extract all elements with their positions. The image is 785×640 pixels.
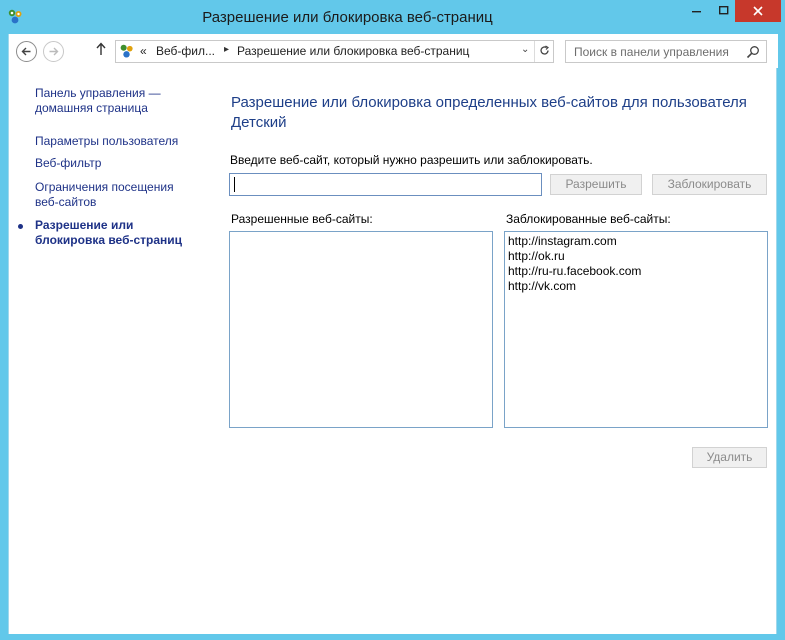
- website-input[interactable]: [229, 173, 542, 196]
- sidebar-item-web-filter[interactable]: Веб-фильтр: [35, 156, 102, 170]
- control-panel-content: [8, 34, 777, 634]
- maximize-button[interactable]: [710, 0, 738, 22]
- search-box[interactable]: [565, 40, 767, 63]
- maximize-icon: [719, 6, 729, 16]
- arrow-right-icon: [48, 46, 59, 57]
- sidebar-item-user-settings[interactable]: Параметры пользователя: [35, 134, 179, 148]
- back-button[interactable]: [16, 41, 37, 62]
- window-title: Разрешение или блокировка веб-страниц: [202, 9, 493, 26]
- arrow-left-icon: [21, 46, 32, 57]
- navigation-bar: [9, 34, 778, 68]
- text-caret: [234, 177, 235, 192]
- allowed-sites-list[interactable]: [229, 231, 493, 428]
- allowed-sites-label: Разрешенные веб-сайты:: [231, 212, 373, 226]
- refresh-button[interactable]: [534, 41, 554, 62]
- allow-button[interactable]: Разрешить: [550, 174, 642, 195]
- family-safety-icon: [118, 43, 135, 60]
- list-item[interactable]: http://vk.com: [508, 279, 577, 293]
- sidebar-item-site-restrictions[interactable]: Ограничения посещения веб-сайтов: [35, 180, 174, 209]
- page-title: Разрешение или блокировка определенных веб-сайтов для пользователя Детский: [231, 94, 747, 131]
- blocked-sites-label: Заблокированные веб-сайты:: [506, 212, 671, 226]
- search-placeholder: Поиск в панели управления: [574, 45, 729, 59]
- search-icon[interactable]: [746, 45, 760, 59]
- minimize-button[interactable]: [683, 0, 711, 22]
- list-item[interactable]: http://ok.ru: [508, 249, 565, 263]
- minimize-icon: [692, 6, 702, 16]
- sidebar-item-home[interactable]: Панель управления — домашняя страница: [35, 86, 161, 115]
- up-button[interactable]: [93, 42, 109, 60]
- list-item[interactable]: http://instagram.com: [508, 234, 617, 248]
- breadcrumb-current[interactable]: Разрешение или блокировка веб-страниц: [237, 44, 470, 58]
- title-bar[interactable]: [0, 0, 785, 34]
- breadcrumb-web-filter[interactable]: Веб-фил...: [156, 44, 215, 58]
- address-bar[interactable]: [115, 40, 554, 63]
- forward-button[interactable]: [43, 41, 64, 62]
- close-button[interactable]: [735, 0, 781, 22]
- sidebar-item-allow-block: Разрешение или блокировка веб-страниц: [35, 218, 183, 247]
- chevron-down-icon[interactable]: ⌄: [521, 44, 530, 55]
- refresh-icon: [539, 45, 550, 56]
- chevron-right-icon[interactable]: ▸: [224, 44, 230, 55]
- close-icon: [753, 6, 763, 16]
- current-item-bullet: [18, 224, 23, 229]
- site-prompt-label: Введите веб-сайт, который нужно разрешить или заблокировать.: [230, 153, 593, 167]
- delete-button[interactable]: Удалить: [692, 447, 767, 468]
- blocked-sites-list[interactable]: [504, 231, 768, 428]
- block-button[interactable]: Заблокировать: [652, 174, 767, 195]
- list-item[interactable]: http://ru-ru.facebook.com: [508, 264, 642, 278]
- arrow-up-icon: [95, 42, 107, 56]
- breadcrumb-overflow[interactable]: «: [140, 44, 147, 58]
